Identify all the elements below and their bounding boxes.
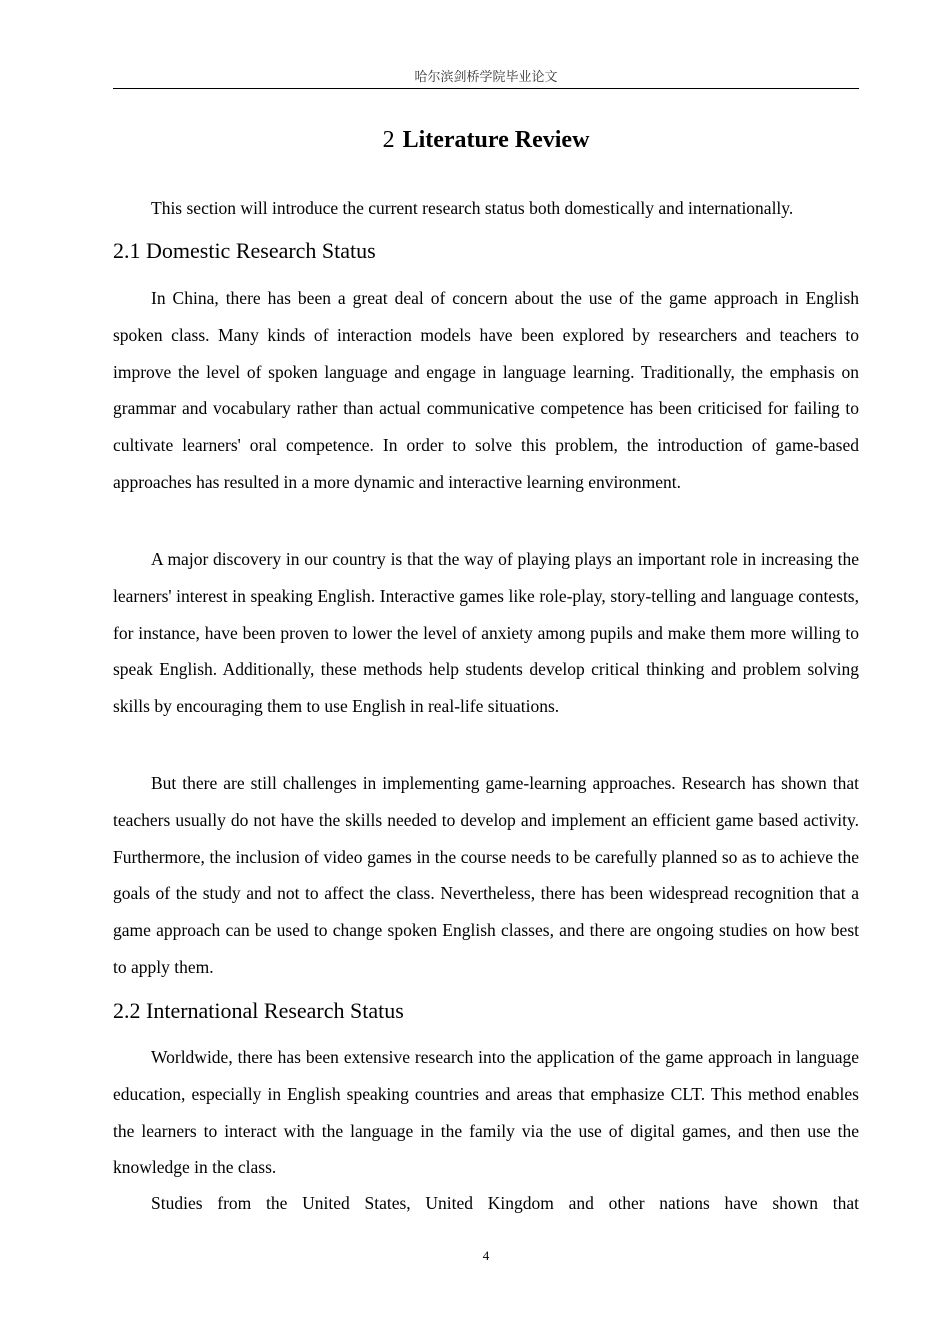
domestic-paragraph-2 bbox=[113, 541, 859, 725]
international-paragraph-2 bbox=[113, 1185, 859, 1222]
section-heading-international bbox=[113, 996, 859, 1026]
intro-block bbox=[113, 190, 859, 227]
international-paragraph-1 bbox=[113, 1039, 859, 1186]
body-paragraph: But there are still challenges in implementing game-learning approaches. Research has shown that teachers usually do not have the skills needed to develop and implement an efficient game based activity. Furthermore, the inclusion of video games in the course needs to be carefully planned so as to achieve the goals of the study and not to affect the class. Nevertheless, there has been widespread recognition that a game approach can be used to change spoken English classes, and there are ongoing studies on how best to apply them. bbox=[113, 773, 859, 977]
section-heading: 2.1 Domestic Research Status bbox=[113, 238, 376, 263]
chapter-title bbox=[113, 124, 859, 156]
intro-paragraph: This section will introduce the current research status both domestically and internationally. bbox=[151, 198, 794, 218]
section-heading-domestic bbox=[113, 236, 859, 266]
body-paragraph: Studies from the United States, United Kingdom and other nations have shown that bbox=[151, 1193, 859, 1213]
domestic-paragraph-3 bbox=[113, 765, 859, 986]
body-paragraph: In China, there has been a great deal of concern about the use of the game approach in English spoken class. Many kinds of interaction models have been explored by researchers and teachers to improve the level of spoken language and engage in language learning. Traditionally, the emphasis on grammar and vocabulary rather than actual communicative competence has been criticised for failing to cultivate learners' oral competence. In order to solve this problem, the introduction of game-based approaches has resulted in a more dynamic and interactive learning environment. bbox=[113, 288, 859, 492]
domestic-paragraph-1 bbox=[113, 280, 859, 501]
section-heading: 2.2 International Research Status bbox=[113, 998, 404, 1023]
running-header: 哈尔滨剑桥学院毕业论文 bbox=[414, 70, 558, 85]
chapter-title-text: Literature Review bbox=[402, 127, 590, 153]
body-paragraph: A major discovery in our country is that the way of playing plays an important role in increasing the learners' interest in speaking English. Interactive games like role-play, story-telling and language contests, for instance, have been proven to lower the level of anxiety among pupils and make them more willing to speak English. Additionally, these methods help students develop critical thinking and problem solving skills by encouraging them to use English in real-life situations. bbox=[113, 549, 859, 717]
header-rule bbox=[113, 88, 859, 89]
chapter-number: 2 bbox=[382, 127, 395, 153]
page-number: 4 bbox=[482, 1248, 490, 1263]
body-paragraph: Worldwide, there has been extensive research into the application of the game approach in language education, especially in English speaking countries and areas that emphasize CLT. This method enables the learners to interact with the language in the family via the use of digital games, and then use the knowledge in the class. bbox=[113, 1047, 859, 1178]
